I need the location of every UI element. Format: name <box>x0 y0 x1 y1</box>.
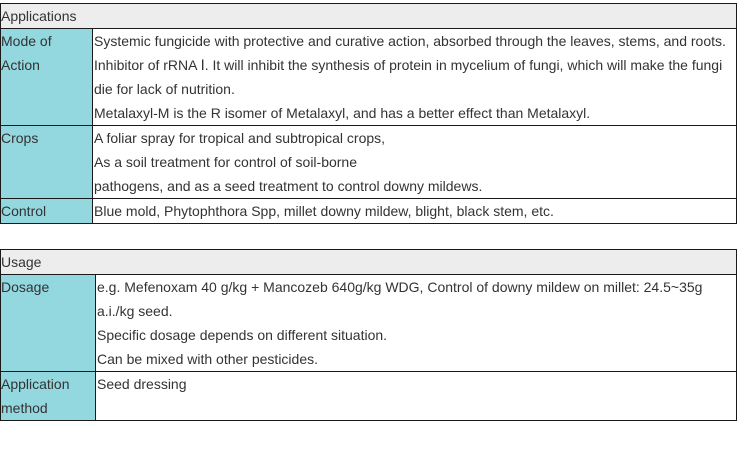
crops-line-1: A foliar spray for tropical and subtropical crops, <box>94 130 386 146</box>
table-row-control <box>1 199 737 224</box>
application-method-line-1: Seed dressing <box>97 376 187 392</box>
dosage-line-3: Can be mixed with other pesticides. <box>97 351 318 367</box>
table-row-mode-of-action <box>1 29 737 126</box>
control-label: Control <box>1 199 93 224</box>
table-row-crops <box>1 126 737 199</box>
table-row-dosage <box>1 275 737 372</box>
mode-of-action-label: Mode of Action <box>1 29 93 126</box>
mode-of-action-line-2: Inhibitor of rRNA Ⅰ. It will inhibit the synthesis of protein in mycelium of fungi, which will make the fungi die for lack of nutrition. <box>94 57 723 97</box>
mode-of-action-line-1: Systemic fungicide with protective and curative action, absorbed through the leaves, stems, and roots. <box>94 33 726 49</box>
applications-heading: Applications <box>1 4 737 29</box>
crops-line-3: pathogens, and as a seed treatment to control downy mildews. <box>94 178 483 194</box>
usage-header-row <box>1 250 737 275</box>
mode-of-action-value <box>93 29 737 126</box>
applications-header-row <box>1 4 737 29</box>
dosage-line-2: Specific dosage depends on different situation. <box>97 327 388 343</box>
dosage-line-1: e.g. Mefenoxam 40 g/kg + Mancozeb 640g/kg WDG, Control of downy mildew on millet: 24.5~35g a.i./kg seed. <box>97 279 703 319</box>
usage-table <box>0 249 737 421</box>
crops-label: Crops <box>1 126 93 199</box>
dosage-label: Dosage <box>1 275 96 372</box>
dosage-value <box>96 275 737 372</box>
applications-table <box>0 3 737 224</box>
table-row-application-method <box>1 372 737 421</box>
section-spacer <box>0 224 737 249</box>
usage-heading: Usage <box>1 250 737 275</box>
crops-line-2: As a soil treatment for control of soil-borne <box>94 154 358 170</box>
control-line-1: Blue mold, Phytophthora Spp, millet downy mildew, blight, black stem, etc. <box>94 203 554 219</box>
crops-value <box>93 126 737 199</box>
mode-of-action-line-3: Metalaxyl-M is the R isomer of Metalaxyl, and has a better effect than Metalaxyl. <box>94 105 591 121</box>
application-method-label: Application method <box>1 372 96 421</box>
control-value <box>93 199 737 224</box>
application-method-value <box>96 372 737 421</box>
